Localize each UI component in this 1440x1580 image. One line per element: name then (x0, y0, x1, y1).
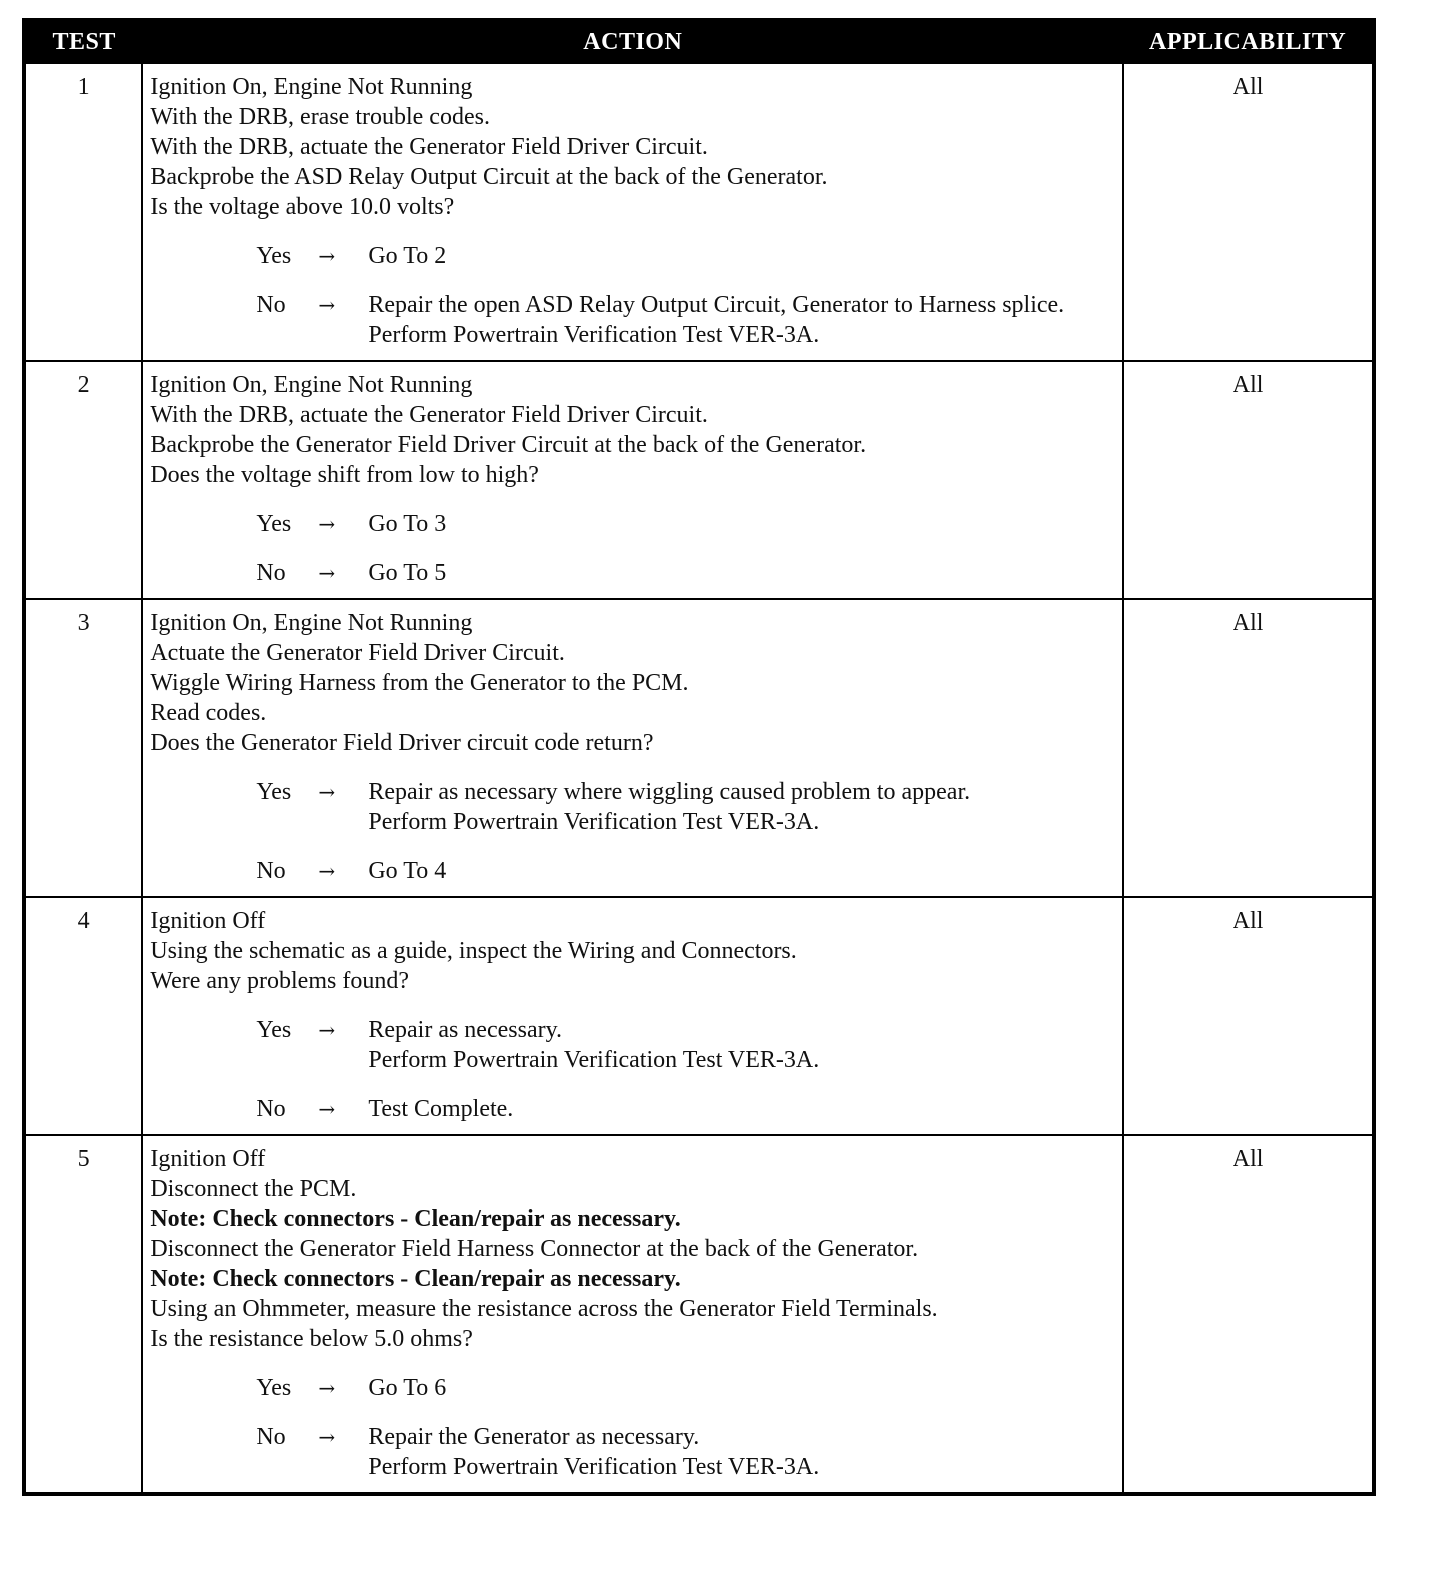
applicability-cell: All (1123, 361, 1374, 599)
step-line: Wiggle Wiring Harness from the Generator to the PCM. (150, 670, 689, 696)
outcome-list (150, 777, 1118, 886)
test-number: 3 (24, 599, 142, 897)
outcome-label: No (256, 1096, 286, 1122)
step-line: With the DRB, actuate the Generator Field Driver Circuit. (150, 134, 708, 160)
result-line: Go To 4 (368, 858, 447, 884)
right-arrow-icon: → (318, 780, 336, 804)
right-arrow-icon: → (318, 512, 336, 536)
outcome-no (150, 1422, 1118, 1482)
outcome-result (368, 1373, 1118, 1403)
note-line: Note: Check connectors - Clean/repair as necessary. (150, 1206, 681, 1232)
action-cell (142, 361, 1123, 599)
step-line: Ignition Off (150, 908, 266, 934)
outcome-label: Yes (256, 779, 292, 805)
result-line: Repair the Generator as necessary. (368, 1424, 700, 1450)
step-line: Does the voltage shift from low to high? (150, 462, 539, 488)
applicability-cell: All (1123, 1135, 1374, 1494)
right-arrow-icon: → (318, 293, 336, 317)
outcome-label: Yes (256, 1375, 292, 1401)
step-line: Ignition On, Engine Not Running (150, 74, 473, 100)
right-arrow-icon: → (318, 859, 336, 883)
result-line: Perform Powertrain Verification Test VER-3A. (368, 1047, 820, 1073)
step-line: Were any problems found? (150, 968, 409, 994)
outcome-result (368, 290, 1118, 350)
result-line: Go To 3 (368, 511, 447, 537)
result-line: Go To 2 (368, 243, 447, 269)
step-line: Using an Ohmmeter, measure the resistance across the Generator Field Terminals. (150, 1296, 938, 1322)
result-line: Repair as necessary where wiggling caused problem to appear. (368, 779, 971, 805)
outcome-label: Yes (256, 243, 292, 269)
outcome-yes (150, 509, 1118, 539)
outcome-result (368, 241, 1118, 271)
action-cell (142, 63, 1123, 361)
table-row (24, 63, 1374, 361)
step-line: Using the schematic as a guide, inspect the Wiring and Connectors. (150, 938, 797, 964)
note-line: Note: Check connectors - Clean/repair as necessary. (150, 1266, 681, 1292)
step-line: Ignition On, Engine Not Running (150, 372, 473, 398)
applicability-cell: All (1123, 63, 1374, 361)
table-body (24, 63, 1374, 1494)
right-arrow-icon: → (318, 244, 336, 268)
action-cell (142, 1135, 1123, 1494)
result-line: Go To 5 (368, 560, 447, 586)
outcome-label: No (256, 560, 286, 586)
test-number: 5 (24, 1135, 142, 1494)
outcome-yes (150, 1373, 1118, 1403)
applicability-cell: All (1123, 897, 1374, 1135)
outcome-result (368, 509, 1118, 539)
outcome-list (150, 241, 1118, 350)
outcome-result (368, 1015, 1118, 1075)
header-test: TEST (24, 20, 142, 63)
action-cell (142, 599, 1123, 897)
step-line: Ignition Off (150, 1146, 266, 1172)
right-arrow-icon: → (318, 1376, 336, 1400)
right-arrow-icon: → (318, 1425, 336, 1449)
outcome-yes (150, 1015, 1118, 1075)
outcome-result (368, 777, 1118, 837)
step-line: Is the voltage above 10.0 volts? (150, 194, 455, 220)
result-line: Test Complete. (368, 1096, 514, 1122)
header-applicability: APPLICABILITY (1123, 20, 1374, 63)
step-line: Is the resistance below 5.0 ohms? (150, 1326, 473, 1352)
header-action: ACTION (142, 20, 1123, 63)
step-line: Actuate the Generator Field Driver Circuit. (150, 640, 565, 666)
step-line: With the DRB, erase trouble codes. (150, 104, 490, 130)
outcome-yes (150, 777, 1118, 837)
step-line: Disconnect the Generator Field Harness Connector at the back of the Generator. (150, 1236, 919, 1262)
outcome-label: Yes (256, 1017, 292, 1043)
step-line: Backprobe the ASD Relay Output Circuit at the back of the Generator. (150, 164, 828, 190)
outcome-no (150, 290, 1118, 350)
outcome-label: No (256, 858, 286, 884)
outcome-label: No (256, 1424, 286, 1450)
result-line: Perform Powertrain Verification Test VER-3A. (368, 322, 820, 348)
right-arrow-icon: → (318, 561, 336, 585)
outcome-list (150, 509, 1118, 588)
table-row (24, 897, 1374, 1135)
applicability-cell: All (1123, 599, 1374, 897)
result-line: Go To 6 (368, 1375, 447, 1401)
table-row (24, 1135, 1374, 1494)
table-row (24, 599, 1374, 897)
step-line: Read codes. (150, 700, 267, 726)
test-number: 2 (24, 361, 142, 599)
test-number: 4 (24, 897, 142, 1135)
step-line: Disconnect the PCM. (150, 1176, 357, 1202)
outcome-label: Yes (256, 511, 292, 537)
outcome-no (150, 558, 1118, 588)
outcome-result (368, 856, 1118, 886)
result-line: Repair as necessary. (368, 1017, 563, 1043)
right-arrow-icon: → (318, 1097, 336, 1121)
action-cell (142, 897, 1123, 1135)
result-line: Repair the open ASD Relay Output Circuit, Generator to Harness splice. (368, 292, 1065, 318)
table-row (24, 361, 1374, 599)
outcome-list (150, 1015, 1118, 1124)
outcome-result (368, 1094, 1118, 1124)
outcome-no (150, 856, 1118, 886)
outcome-list (150, 1373, 1118, 1482)
outcome-yes (150, 241, 1118, 271)
step-line: Does the Generator Field Driver circuit code return? (150, 730, 654, 756)
outcome-no (150, 1094, 1118, 1124)
outcome-label: No (256, 292, 286, 318)
outcome-result (368, 1422, 1118, 1482)
step-line: Ignition On, Engine Not Running (150, 610, 473, 636)
result-line: Perform Powertrain Verification Test VER-3A. (368, 1454, 820, 1480)
step-line: With the DRB, actuate the Generator Field Driver Circuit. (150, 402, 708, 428)
table-header-row (24, 20, 1374, 63)
right-arrow-icon: → (318, 1018, 336, 1042)
test-number: 1 (24, 63, 142, 361)
result-line: Perform Powertrain Verification Test VER-3A. (368, 809, 820, 835)
diagnostic-test-table (22, 18, 1376, 1496)
outcome-result (368, 558, 1118, 588)
step-line: Backprobe the Generator Field Driver Circuit at the back of the Generator. (150, 432, 867, 458)
